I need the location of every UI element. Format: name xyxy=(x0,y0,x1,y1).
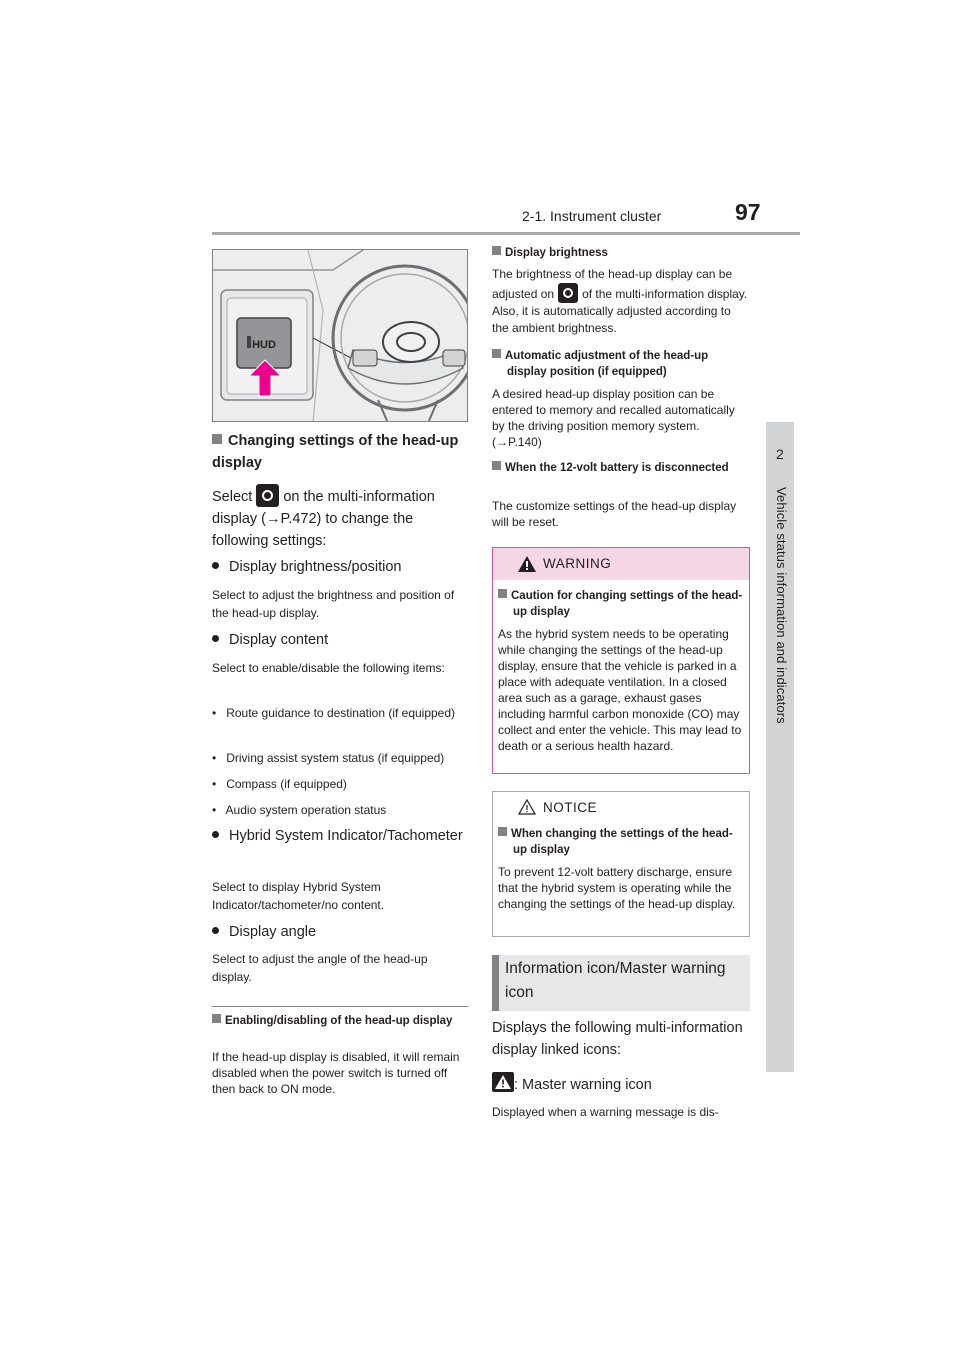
hud-button-label: HUD xyxy=(252,339,276,351)
bullet-dot-icon xyxy=(212,562,219,569)
notice-text: To prevent 12-volt battery discharge, ensure that the hybrid system is operating while the changing the settings of the head-up display. xyxy=(498,865,736,911)
bullet-dot-icon xyxy=(212,927,219,934)
battery-text: The customize settings of the head-up display will be reset. xyxy=(492,499,737,529)
chapter-number: 2 xyxy=(776,446,784,462)
warning-heading: Caution for changing settings of the head-up display xyxy=(498,588,744,620)
item-desc: Select to adjust the angle of the head-up display. xyxy=(212,952,428,984)
section-divider xyxy=(212,1006,468,1007)
item-title: Display angle xyxy=(212,921,468,943)
brightness-heading: Display brightness xyxy=(492,245,750,261)
item-desc: Select to display Hybrid System Indicator/tachometer/no content. xyxy=(212,880,385,912)
list-item: • Audio system operation status xyxy=(212,803,387,817)
enabling-heading: Enabling/disabling of the head-up display xyxy=(212,1013,468,1029)
master-warning-icon xyxy=(492,1072,514,1092)
changing-settings-section xyxy=(212,430,468,474)
warning-box xyxy=(492,547,750,774)
chapter-label: Vehicle status information and indicators xyxy=(774,487,789,724)
notice-heading: When changing the settings of the head-up display xyxy=(498,826,744,858)
displays-text: Displays the following multi-information display linked icons: xyxy=(492,1020,743,1058)
master-warning-desc: Displayed when a warning message is dis- xyxy=(492,1105,719,1119)
warning-triangle-icon xyxy=(518,556,536,572)
square-bullet-icon xyxy=(498,589,507,598)
auto-adjust-text: A desired head-up display position can be entered to memory and recalled automatically by the driving position memory system. (→P.140) xyxy=(492,387,735,449)
section-title: 2-1. Instrument cluster xyxy=(522,208,662,224)
square-bullet-icon xyxy=(492,461,501,470)
item-title: Display content xyxy=(212,629,468,651)
item-title: Hybrid System Indicator/Tachometer xyxy=(212,825,468,847)
square-bullet-icon xyxy=(492,246,501,255)
list-item: • Compass (if equipped) xyxy=(212,777,347,791)
notice-title: NOTICE xyxy=(543,800,598,815)
notice-header xyxy=(493,792,749,822)
info-icon-heading: Information icon/Master warning icon xyxy=(492,955,750,1011)
square-bullet-icon xyxy=(492,349,501,358)
bullet-dot-icon xyxy=(212,635,219,642)
settings-gear-icon xyxy=(256,484,279,507)
dashboard-drawing xyxy=(213,250,468,422)
brightness-text: The brightness of the head-up display can be adjusted on of the multi-information display. Also, it is automatically adjusted according to the ambient brightness. xyxy=(492,267,748,335)
hud-button-illustration xyxy=(212,249,468,422)
settings-gear-icon xyxy=(558,283,578,303)
battery-heading: When the 12-volt battery is disconnected xyxy=(492,460,750,476)
item-desc: Select to adjust the brightness and position of the head-up display. xyxy=(212,588,455,620)
warning-title: WARNING xyxy=(543,556,612,571)
item-title: Display brightness/position xyxy=(212,556,468,578)
list-item: • Driving assist system status (if equipped) xyxy=(212,751,445,765)
warning-header xyxy=(493,548,749,580)
square-bullet-icon xyxy=(212,1014,221,1023)
warning-text: As the hybrid system needs to be operating while changing the settings of the head-up display, ensure that the vehicle is parked in a place with adequate ventilation. In a closed area such as a garage, exhaust gases including harmful carbon monoxide (CO) may collect and enter the vehicle. This may lead to death or a serious health hazard. xyxy=(498,627,742,753)
changing-settings-heading: Changing settings of the head-up display xyxy=(212,433,459,471)
enabling-text: If the head-up display is disabled, it will remain disabled when the power switch is turned off then back to ON mode. xyxy=(212,1050,460,1096)
caution-triangle-icon xyxy=(518,799,536,815)
select-instruction: Select on the multi-information display (→P.472) to change the following settings: xyxy=(212,484,468,552)
list-item: • Route guidance to destination (if equipped) xyxy=(212,706,456,720)
square-bullet-icon xyxy=(498,827,507,836)
bullet-dot-icon xyxy=(212,831,219,838)
auto-adjust-heading: Automatic adjustment of the head-up display position (if equipped) xyxy=(492,348,750,380)
page-number: 97 xyxy=(735,199,761,225)
master-warning-line: : Master warning icon xyxy=(492,1072,750,1096)
square-bullet-icon xyxy=(212,434,222,444)
notice-box xyxy=(492,791,750,937)
header-rule xyxy=(212,232,800,235)
item-desc: Select to enable/disable the following items: xyxy=(212,661,445,675)
